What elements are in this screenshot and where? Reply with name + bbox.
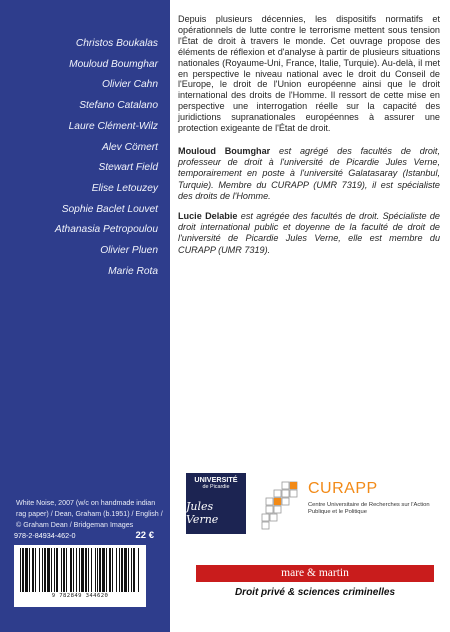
author-name: Marie Rota xyxy=(108,265,158,277)
curapp-grid-icon xyxy=(258,478,308,538)
barcode xyxy=(14,545,146,607)
author-panel xyxy=(0,0,170,632)
author-name: Christos Boukalas xyxy=(75,38,158,49)
curapp-description: Centre Universitaire de Recherches sur l'Action Publique et le Politique xyxy=(308,502,430,516)
bio-name: Lucie Delabie xyxy=(178,210,238,221)
editor-bio xyxy=(178,211,440,256)
price: 22 € xyxy=(135,530,154,541)
isbn: 978-2-84934-462-0 xyxy=(14,531,76,540)
barcode-area xyxy=(14,530,154,607)
book-summary: Depuis plusieurs décennies, les dispositifs normatifs et opérationnels de lutte contre le terrorisme mettent sous tension l'État de droit à travers le monde. Cet ouvrage propose des éléments de réflexion et d'analyse à partir de plusieurs situations nationales (Royaume-Uni, France, Italie, Turquie). Au-delà, il met en perspective le niveau national avec le droit du Conseil de l'Europe, le droit de l'Union européenne ainsi que le droit international des droits de l'Homme. Il ressort de cette mise en perspective une interrogation réelle sur la capacité des juridictions supranationales européennes à assurer une protection exigeante de l'État de droit. xyxy=(178,14,440,134)
isbn-price-row xyxy=(14,530,154,541)
author-name: Stefano Catalano xyxy=(79,100,158,112)
author-name: Athanasia Petropoulou xyxy=(54,224,158,236)
barcode-bars xyxy=(18,548,142,592)
bio-name: Mouloud Boumghar xyxy=(178,145,271,156)
upjv-signature: Jules Verne xyxy=(186,492,246,534)
author-name: Elise Letouzey xyxy=(91,182,158,194)
author-name: Olivier Pluen xyxy=(100,245,158,257)
barcode-digits: 9 782849 344620 xyxy=(51,593,109,599)
upjv-logo-subtitle: de Picardie xyxy=(186,484,246,492)
author-name: Mouloud Boumghar xyxy=(69,58,158,70)
curapp-name: CURAPP xyxy=(308,480,378,497)
author-bio xyxy=(178,146,440,202)
publisher-logo: mare & martin xyxy=(196,565,434,582)
author-list xyxy=(55,34,158,282)
bio-text: est agrégé des facultés de droit, professeur de droit à l'université de Picardie Jules Verne, temporairement en poste à l'université Galatasaray (Istanbul, Turquie). Membre du CURAPP (UMR 7319), il est spécialiste des droits de l'Homme. xyxy=(178,145,440,201)
text-column xyxy=(178,14,440,256)
author-name: Stewart Field xyxy=(98,162,158,174)
curapp-logo xyxy=(258,478,438,548)
upjv-logo xyxy=(186,473,246,553)
cover-image-credit: White Noise, 2007 (w/c on handmade indian rag paper) / Dean, Graham (b.1951) / English / © Graham Dean / Bridgeman Images xyxy=(16,499,163,529)
author-name: Sophie Baclet Louvet xyxy=(61,203,158,215)
collection-name: Droit privé & sciences criminelles xyxy=(234,587,396,598)
author-name: Laure Clément-Wilz xyxy=(68,120,158,132)
author-name: Olivier Cahn xyxy=(101,79,158,91)
upjv-logo-title: UNIVERSITÉ xyxy=(186,473,246,484)
author-name: Alev Cömert xyxy=(101,141,158,153)
publisher-block xyxy=(196,565,434,598)
bio-text: est agrégée des facultés de droit. Spécialiste de droit international public et doyenne de la faculté de droit de l'université de Picardie Jules Verne, elle est membre du CURAPP (UMR 7319). xyxy=(178,210,440,255)
